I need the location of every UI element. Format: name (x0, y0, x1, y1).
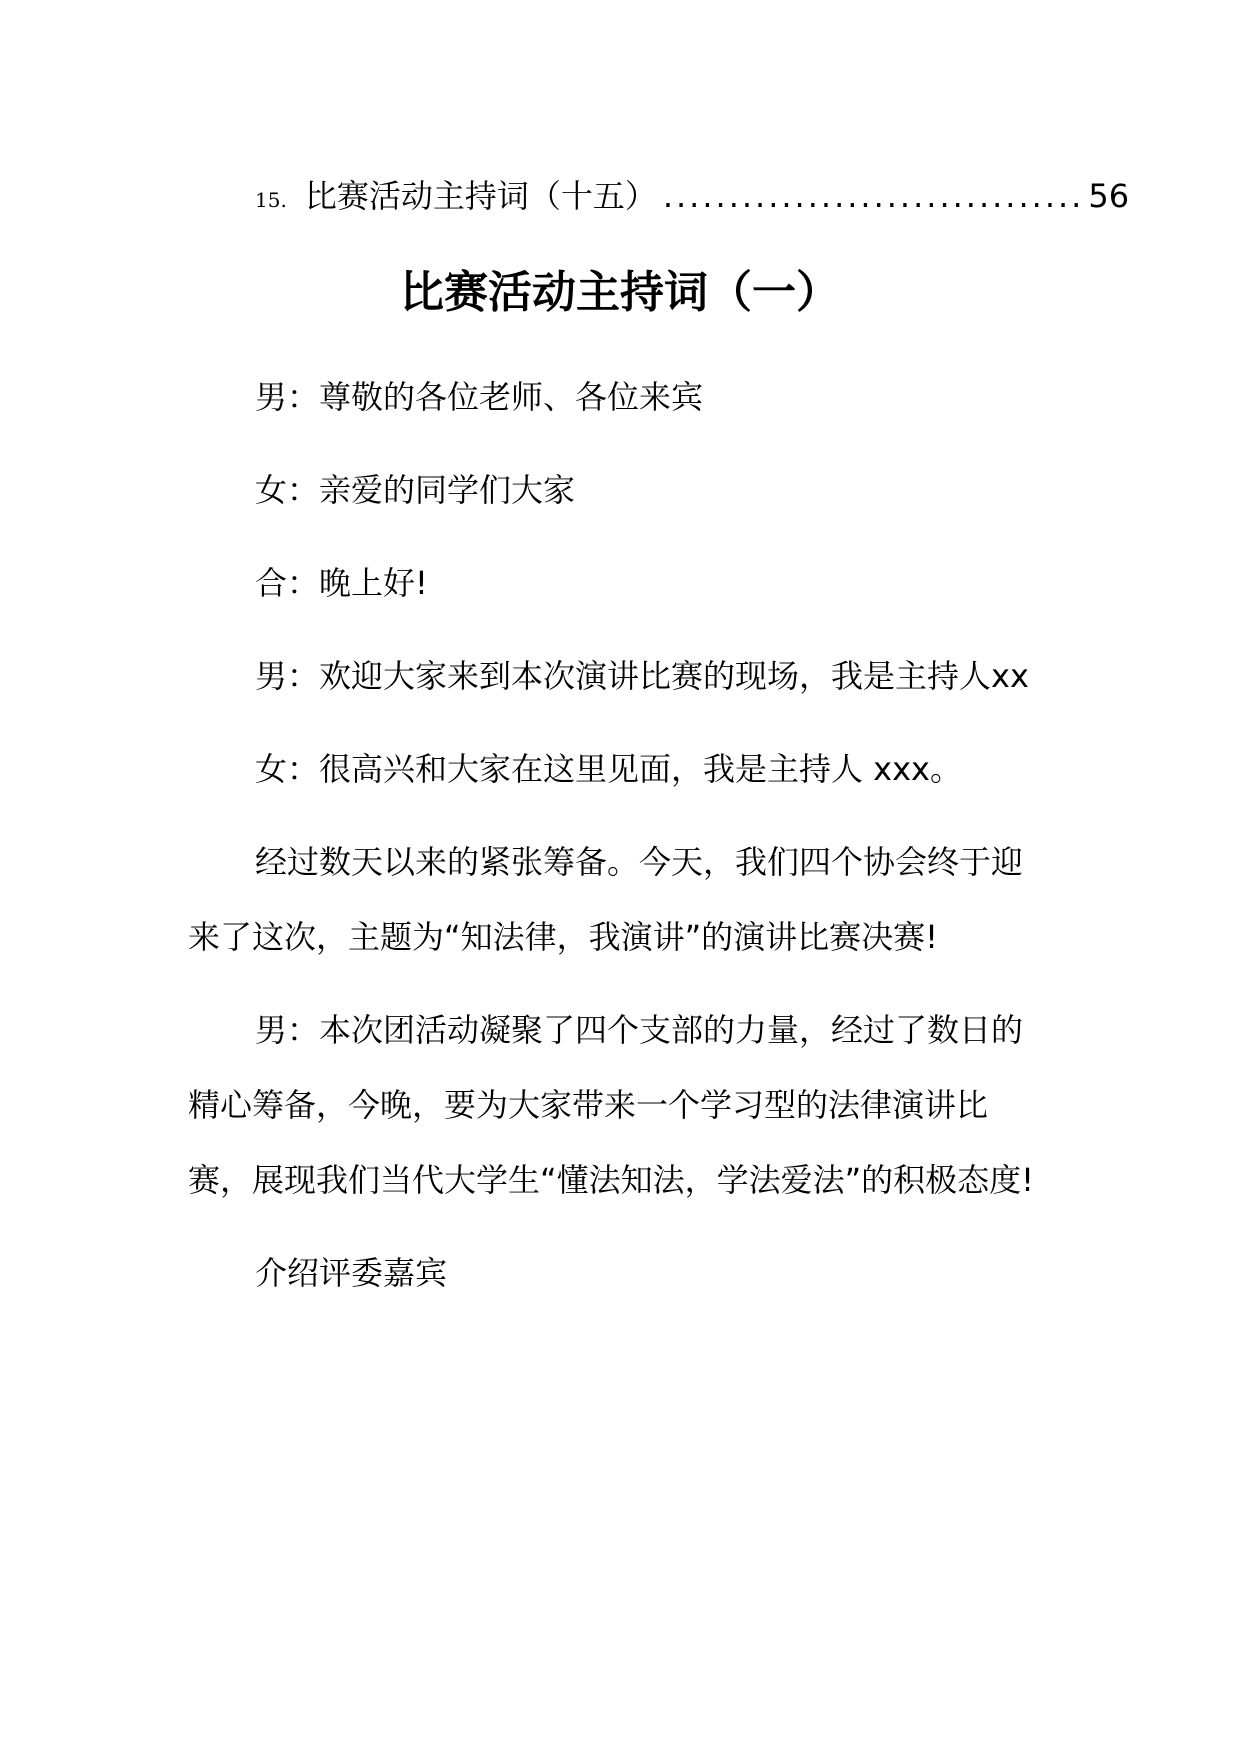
paragraph: 介绍评委嘉宾 (255, 1254, 448, 1292)
body-text (188, 360, 1050, 1329)
toc-entry[interactable] (255, 172, 1130, 220)
paragraph: 男：欢迎大家来到本次演讲比赛的现场，我是主持人xx (255, 657, 1029, 695)
paragraph: 合：晚上好! (255, 564, 428, 602)
paragraph: 女：亲爱的同学们大家 (255, 471, 576, 509)
paragraph: 经过数天以来的紧张筹备。今天，我们四个协会终于迎来了这次，主题为“知法律，我演讲”的演讲比赛决赛! (188, 843, 1024, 956)
toc-entry-number: 15. (255, 188, 287, 212)
toc-dot-leader: ................................ (662, 177, 1085, 215)
toc-page-number: 56 (1088, 177, 1130, 215)
section-title: 比赛活动主持词（一） (400, 267, 840, 318)
paragraph: 男：尊敬的各位老师、各位来宾 (255, 378, 704, 416)
toc-entry-title: 比赛活动主持词（十五） (304, 177, 657, 215)
paragraph: 男：本次团活动凝聚了四个支部的力量，经过了数日的精心筹备，今晚，要为大家带来一个学习型的法律演讲比赛，展现我们当代大学生“懂法知法，学法爱法”的积极态度! (188, 1011, 1034, 1199)
paragraph: 女：很高兴和大家在这里见面，我是主持人 xxx。 (255, 750, 962, 788)
